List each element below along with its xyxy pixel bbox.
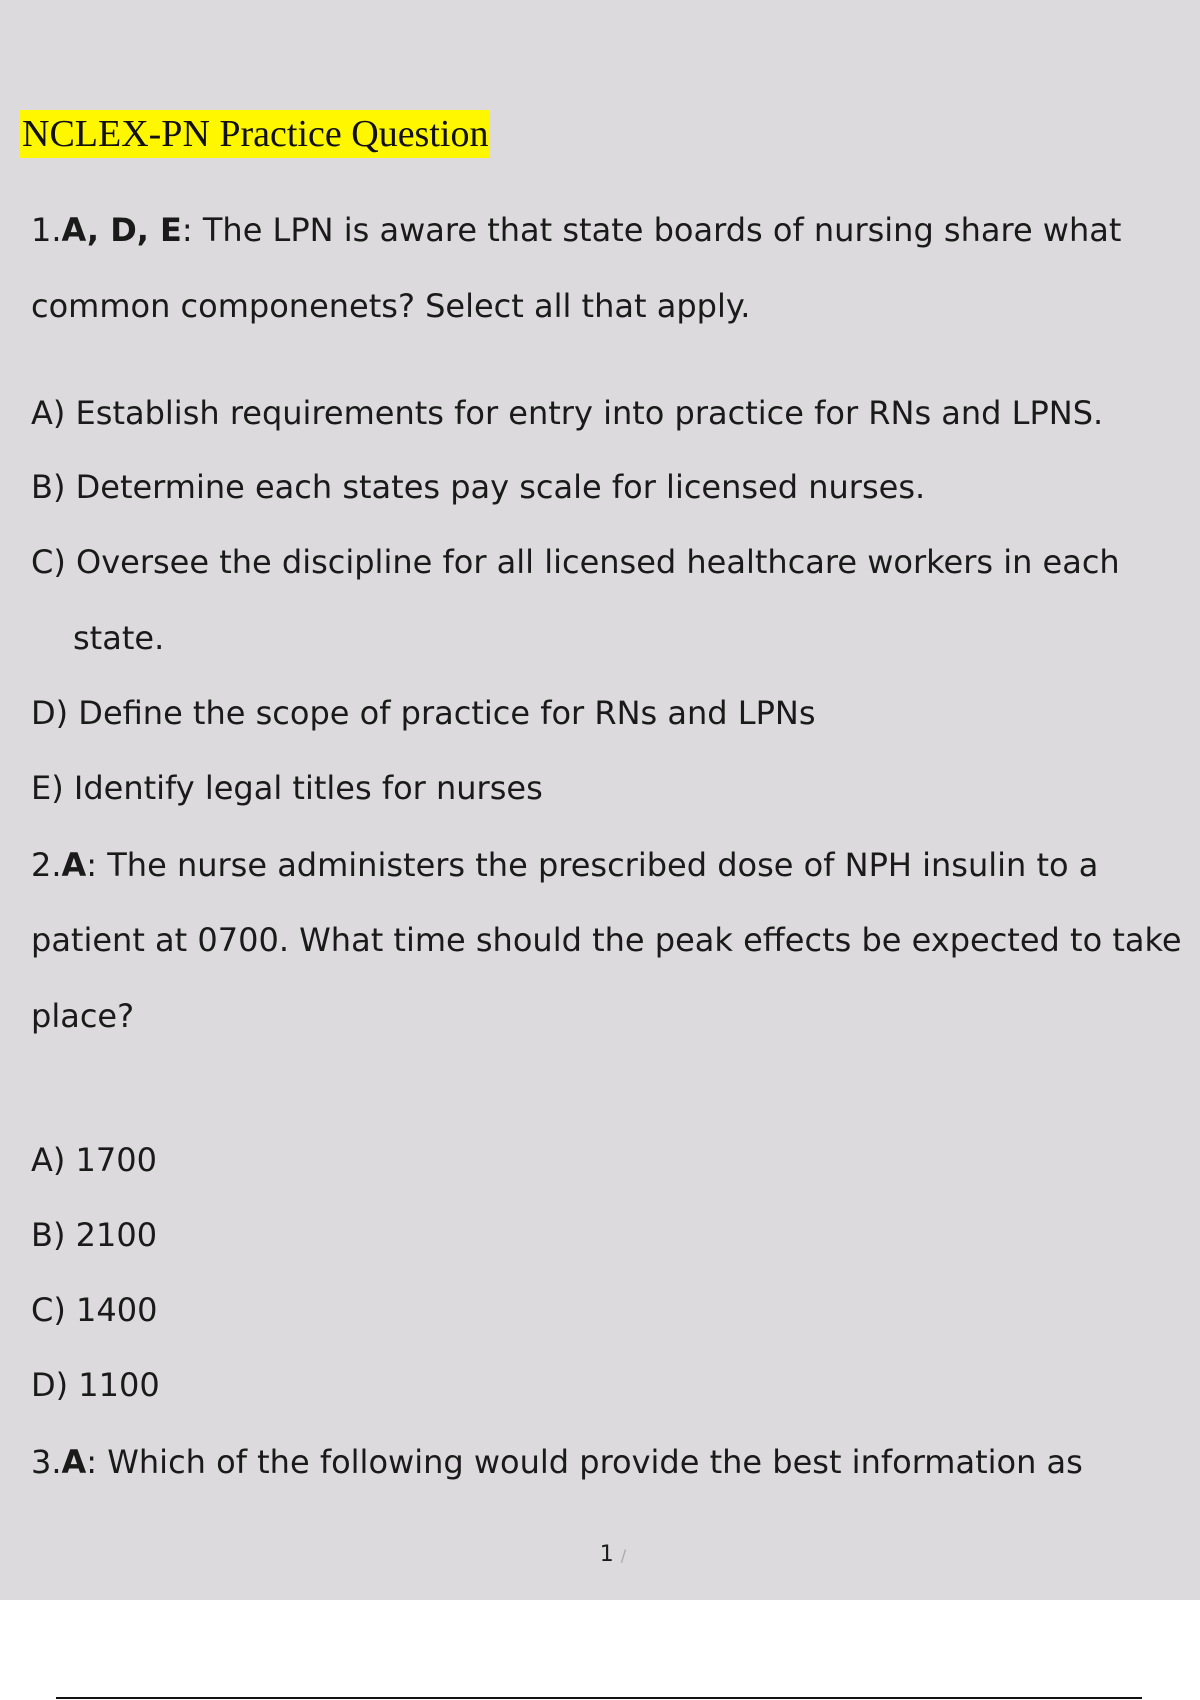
option-text: 1100: [78, 1366, 160, 1404]
question-1-option-c: [31, 542, 1120, 582]
option-letter: D): [31, 1366, 69, 1404]
option-text: Define the scope of practice for RNs and LPNs: [78, 694, 816, 732]
question-2-option-a: [31, 1140, 157, 1180]
option-text: Identify legal titles for nurses: [73, 769, 543, 807]
question-2-option-d: [31, 1365, 160, 1405]
option-letter: C): [31, 1291, 66, 1329]
option-text: 1400: [76, 1291, 158, 1329]
option-letter: A): [31, 394, 66, 432]
question-3-text: : Which of the following would provide the best information as: [86, 1443, 1083, 1481]
question-2-number: 2.: [31, 846, 62, 884]
question-1-option-d: [31, 693, 816, 733]
option-letter: E): [31, 769, 64, 807]
question-1-option-e: [31, 768, 543, 808]
option-letter: C): [31, 543, 66, 581]
option-letter: B): [31, 468, 66, 506]
question-1-line-1: [31, 210, 1121, 250]
question-1-answer: A, D, E: [61, 211, 182, 249]
option-text: Oversee the discipline for all licensed healthcare workers in each: [76, 543, 1120, 581]
question-3-line-1: [31, 1442, 1083, 1482]
question-1-option-b: [31, 467, 925, 507]
question-2-option-b: [31, 1215, 157, 1255]
document-title: NCLEX-PN Practice Question: [20, 110, 490, 158]
option-text: 2100: [75, 1216, 158, 1254]
page-number-value: 1: [599, 1542, 614, 1567]
option-text: 1700: [75, 1141, 157, 1179]
question-2-line-2: patient at 0700. What time should the peak effects be expected to take: [31, 921, 1182, 959]
question-3-number: 3.: [31, 1443, 62, 1481]
question-1-text: : The LPN is aware that state boards of nursing share what: [181, 211, 1122, 249]
option-letter: B): [31, 1216, 66, 1254]
question-2-option-c: [31, 1290, 157, 1330]
question-2-text: : The nurse administers the prescribed dose of NPH insulin to a: [86, 846, 1099, 884]
question-2-line-3: place?: [31, 997, 135, 1035]
option-text: Establish requirements for entry into practice for RNs and LPNS.: [75, 394, 1104, 432]
question-3-answer: A: [61, 1443, 87, 1481]
question-2-answer: A: [61, 846, 87, 884]
page-number: [0, 1540, 1200, 1571]
question-1-number: 1.: [31, 211, 62, 249]
page-number-suffix: /: [620, 1546, 627, 1565]
option-letter: D): [31, 694, 69, 732]
question-1-option-a: [31, 393, 1103, 433]
option-text: Determine each states pay scale for licensed nurses.: [75, 468, 926, 506]
question-2-line-1: [31, 845, 1098, 885]
option-letter: A): [31, 1141, 66, 1179]
question-1-option-c-continued: state.: [73, 619, 165, 657]
footer-divider: [56, 1697, 1142, 1699]
question-1-line-2: common componenets? Select all that apply.: [31, 287, 751, 325]
